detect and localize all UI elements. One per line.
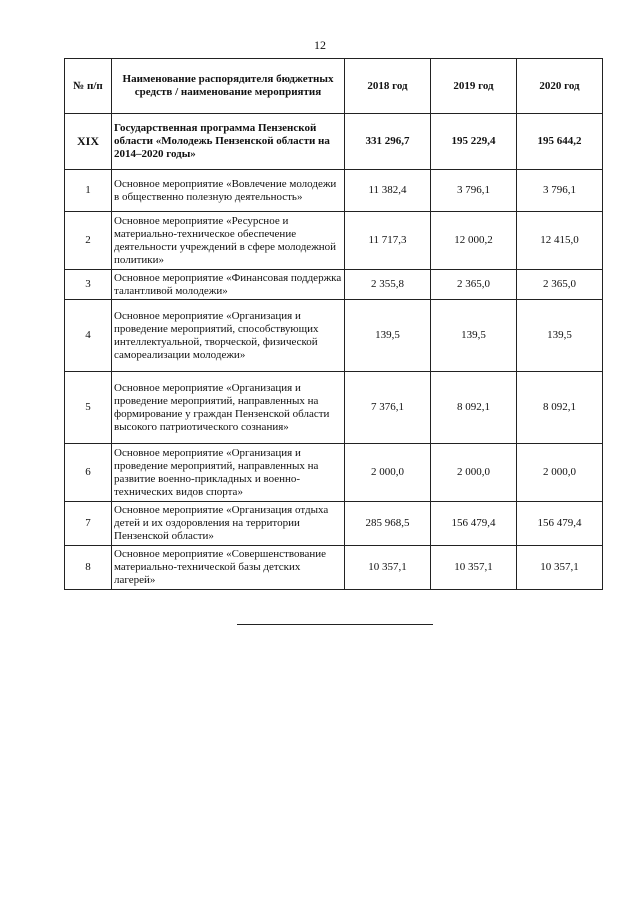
- row-name: Основное мероприятие «Ресурсное и материально-техническое обеспечение деятельности учреждений в сфере молодежной политики»: [112, 212, 345, 270]
- row-name: Основное мероприятие «Организация отдыха детей и их оздоровления на территории Пензенской области»: [112, 502, 345, 546]
- table-row: [65, 300, 603, 372]
- row-num: 2: [65, 212, 112, 270]
- row-2020: 3 796,1: [517, 170, 603, 212]
- row-num: 6: [65, 444, 112, 502]
- row-2019: 3 796,1: [431, 170, 517, 212]
- row-2018: 2 000,0: [345, 444, 431, 502]
- row-2020: 139,5: [517, 300, 603, 372]
- program-2020: 195 644,2: [517, 114, 603, 170]
- row-2020: 12 415,0: [517, 212, 603, 270]
- header-name: Наименование распорядителя бюджетных средств / наименование мероприятия: [112, 59, 345, 114]
- row-2020: 10 357,1: [517, 546, 603, 590]
- row-name: Основное мероприятие «Организация и проведение мероприятий, направленных на формирование у граждан Пензенской области высокого патриотического сознания»: [112, 372, 345, 444]
- header-num: № п/п: [65, 59, 112, 114]
- table-row: [65, 372, 603, 444]
- row-2019: 12 000,2: [431, 212, 517, 270]
- row-2019: 10 357,1: [431, 546, 517, 590]
- table-row: [65, 502, 603, 546]
- bottom-rule: [237, 624, 433, 625]
- program-name: Государственная программа Пензенской области «Молодежь Пензенской области на 2014–2020 годы»: [112, 114, 345, 170]
- table-body: [65, 114, 603, 590]
- program-2019: 195 229,4: [431, 114, 517, 170]
- row-2018: 139,5: [345, 300, 431, 372]
- table-row: [65, 170, 603, 212]
- row-name: Основное мероприятие «Вовлечение молодежи в общественно полезную деятельность»: [112, 170, 345, 212]
- row-2018: 7 376,1: [345, 372, 431, 444]
- row-name: Основное мероприятие «Финансовая поддержка талантливой молодежи»: [112, 270, 345, 300]
- row-2020: 2 000,0: [517, 444, 603, 502]
- table-row: [65, 444, 603, 502]
- row-2019: 8 092,1: [431, 372, 517, 444]
- row-num: 4: [65, 300, 112, 372]
- table-row: [65, 546, 603, 590]
- page-number: 12: [314, 38, 326, 52]
- row-2018: 2 355,8: [345, 270, 431, 300]
- row-name: Основное мероприятие «Организация и проведение мероприятий, направленных на развитие военно-прикладных и военно-технических видов спорта»: [112, 444, 345, 502]
- row-2018: 285 968,5: [345, 502, 431, 546]
- row-2018: 11 717,3: [345, 212, 431, 270]
- row-2018: 11 382,4: [345, 170, 431, 212]
- program-2018: 331 296,7: [345, 114, 431, 170]
- row-2020: 2 365,0: [517, 270, 603, 300]
- row-2020: 8 092,1: [517, 372, 603, 444]
- row-2020: 156 479,4: [517, 502, 603, 546]
- header-2019: 2019 год: [431, 59, 517, 114]
- row-num: 5: [65, 372, 112, 444]
- row-num: 7: [65, 502, 112, 546]
- program-num: XIX: [65, 114, 112, 170]
- header-2018: 2018 год: [345, 59, 431, 114]
- table-header-row: [65, 59, 603, 114]
- program-row: [65, 114, 603, 170]
- row-2019: 2 000,0: [431, 444, 517, 502]
- table-row: [65, 270, 603, 300]
- table-row: [65, 212, 603, 270]
- row-2019: 2 365,0: [431, 270, 517, 300]
- row-name: Основное мероприятие «Организация и проведение мероприятий, способствующих интеллектуальной, творческой, физической самореализации молодежи»: [112, 300, 345, 372]
- row-num: 3: [65, 270, 112, 300]
- budget-table: [64, 58, 603, 590]
- row-num: 8: [65, 546, 112, 590]
- row-2019: 139,5: [431, 300, 517, 372]
- row-2018: 10 357,1: [345, 546, 431, 590]
- row-name: Основное мероприятие «Совершенствование материально-технической базы детских лагерей»: [112, 546, 345, 590]
- row-num: 1: [65, 170, 112, 212]
- header-2020: 2020 год: [517, 59, 603, 114]
- row-2019: 156 479,4: [431, 502, 517, 546]
